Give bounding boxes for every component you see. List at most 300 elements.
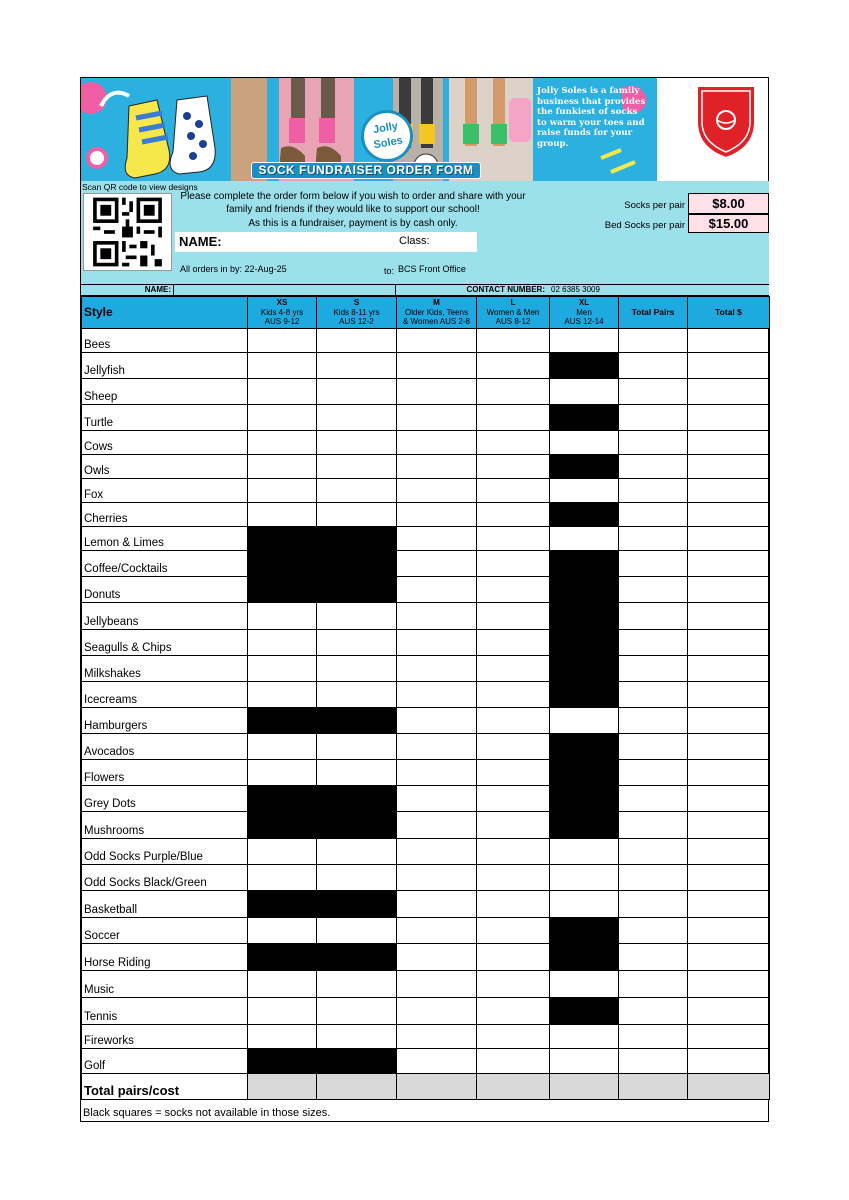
qty-cell-s[interactable] xyxy=(317,405,397,431)
qty-cell-xs[interactable] xyxy=(248,682,317,708)
table-row xyxy=(82,455,770,479)
qty-cell-l[interactable] xyxy=(477,760,550,786)
qty-cell-m[interactable] xyxy=(397,786,477,812)
table-row xyxy=(82,839,770,865)
qty-cell-m[interactable] xyxy=(397,865,477,891)
style-name: Hamburgers xyxy=(82,708,248,734)
qty-cell-l[interactable] xyxy=(477,603,550,630)
table-row xyxy=(82,603,770,630)
qty-cell-s[interactable] xyxy=(317,479,397,503)
table-row xyxy=(82,379,770,405)
qty-cell-m[interactable] xyxy=(397,708,477,734)
total-pairs-cell[interactable] xyxy=(619,865,688,891)
footnote: Black squares = socks not available in those sizes. xyxy=(83,1107,331,1119)
qty-cell-l[interactable] xyxy=(477,656,550,682)
qty-cell-s[interactable] xyxy=(317,379,397,405)
size-code: XL xyxy=(578,298,590,308)
table-row xyxy=(82,577,770,603)
total-dollars-cell[interactable] xyxy=(688,656,770,682)
total-dollars-cell[interactable] xyxy=(688,682,770,708)
order-table-body xyxy=(82,329,770,1100)
qty-cell-xl[interactable] xyxy=(550,971,619,998)
qty-cell-m[interactable] xyxy=(397,839,477,865)
qty-cell-xs[interactable] xyxy=(248,839,317,865)
style-name: Coffee/Cocktails xyxy=(82,551,248,577)
size-header-xl xyxy=(550,297,619,329)
total-pairs-cell[interactable] xyxy=(619,1049,688,1074)
total-pairs-cell[interactable] xyxy=(619,431,688,455)
total-pairs-cell[interactable] xyxy=(619,682,688,708)
unavailable-cell-s xyxy=(317,527,397,551)
total-dollars-cell[interactable] xyxy=(688,603,770,630)
qty-cell-xl[interactable] xyxy=(550,865,619,891)
unavailable-cell-xs xyxy=(248,708,317,734)
qty-cell-l[interactable] xyxy=(477,379,550,405)
qty-cell-xl[interactable] xyxy=(550,1049,619,1074)
qty-cell-m[interactable] xyxy=(397,998,477,1025)
qty-cell-m[interactable] xyxy=(397,944,477,971)
style-name: Basketball xyxy=(82,891,248,918)
qty-cell-m[interactable] xyxy=(397,431,477,455)
size-line2: AUS 12-14 xyxy=(564,317,604,327)
qty-cell-m[interactable] xyxy=(397,1049,477,1074)
style-name: Golf xyxy=(82,1049,248,1074)
qty-cell-s[interactable] xyxy=(317,353,397,379)
banner-blurb: Jolly Soles is a family business that provides the funkiest of socks to warm your toes and raise funds for your group. xyxy=(537,86,646,149)
unavailable-cell-xs xyxy=(248,577,317,603)
table-row xyxy=(82,527,770,551)
total-dollars-cell[interactable] xyxy=(688,839,770,865)
qty-cell-xs[interactable] xyxy=(248,405,317,431)
size-code: XS xyxy=(276,298,288,308)
style-name: Odd Socks Black/Green xyxy=(82,865,248,891)
style-name: Owls xyxy=(82,455,248,479)
qty-cell-m[interactable] xyxy=(397,891,477,918)
total-pairs-cell[interactable] xyxy=(619,656,688,682)
payment-note: As this is a fundraiser, payment is by cash only. xyxy=(248,218,458,229)
unavailable-cell-xs xyxy=(248,1049,317,1074)
due-value: 22-Aug-25 xyxy=(244,264,287,274)
qty-cell-xs[interactable] xyxy=(248,918,317,944)
unavailable-cell-xl xyxy=(550,577,619,603)
table-row xyxy=(82,944,770,971)
qty-cell-xs[interactable] xyxy=(248,329,317,353)
qty-cell-xl[interactable] xyxy=(550,431,619,455)
total-pairs-cell[interactable] xyxy=(619,503,688,527)
total-dollars-cell[interactable] xyxy=(688,734,770,760)
total-pairs-cell[interactable] xyxy=(619,918,688,944)
qty-cell-xl[interactable] xyxy=(550,891,619,918)
qty-cell-xl[interactable] xyxy=(550,329,619,353)
total-pairs-cell[interactable] xyxy=(619,329,688,353)
form-title: SOCK FUNDRAISER ORDER FORM xyxy=(251,162,481,179)
qty-cell-s[interactable] xyxy=(317,630,397,656)
total-dollars-cell[interactable] xyxy=(688,379,770,405)
unavailable-cell-xl xyxy=(550,682,619,708)
qty-cell-s[interactable] xyxy=(317,603,397,630)
qty-cell-m[interactable] xyxy=(397,379,477,405)
qty-cell-s[interactable] xyxy=(317,329,397,353)
unavailable-cell-xl xyxy=(550,551,619,577)
unavailable-cell-xl xyxy=(550,918,619,944)
qty-cell-s[interactable] xyxy=(317,865,397,891)
qty-cell-xs[interactable] xyxy=(248,1025,317,1049)
qty-cell-l[interactable] xyxy=(477,353,550,379)
total-pairs-cell[interactable] xyxy=(619,971,688,998)
table-row xyxy=(82,630,770,656)
qty-cell-m[interactable] xyxy=(397,656,477,682)
qty-cell-m[interactable] xyxy=(397,405,477,431)
total-dollars-cell[interactable] xyxy=(688,812,770,839)
qty-cell-xs[interactable] xyxy=(248,734,317,760)
qty-cell-l[interactable] xyxy=(477,551,550,577)
qty-cell-l[interactable] xyxy=(477,786,550,812)
qty-cell-xl[interactable] xyxy=(550,479,619,503)
school-crest-icon xyxy=(693,82,759,160)
total-dollars-cell[interactable] xyxy=(688,971,770,998)
style-name: Horse Riding xyxy=(82,944,248,971)
table-header-row xyxy=(82,297,770,329)
to-label: to: xyxy=(384,266,395,276)
qty-cell-xs[interactable] xyxy=(248,998,317,1025)
total-dollars-cell[interactable] xyxy=(688,944,770,971)
total-dollars-cell[interactable] xyxy=(688,577,770,603)
total-cell[interactable] xyxy=(477,1074,550,1100)
qty-cell-l[interactable] xyxy=(477,971,550,998)
qty-cell-l[interactable] xyxy=(477,405,550,431)
qty-cell-s[interactable] xyxy=(317,431,397,455)
style-name: Odd Socks Purple/Blue xyxy=(82,839,248,865)
table-row xyxy=(82,891,770,918)
qty-cell-l[interactable] xyxy=(477,839,550,865)
total-pairs-cell[interactable] xyxy=(619,1025,688,1049)
banner-image xyxy=(81,78,657,181)
style-name: Mushrooms xyxy=(82,812,248,839)
table-row xyxy=(82,1025,770,1049)
style-name: Jellybeans xyxy=(82,603,248,630)
qty-cell-xs[interactable] xyxy=(248,630,317,656)
style-name: Turtle xyxy=(82,405,248,431)
unavailable-cell-xl xyxy=(550,786,619,812)
qty-cell-xs[interactable] xyxy=(248,379,317,405)
name-label: NAME: xyxy=(179,234,222,249)
style-name: Tennis xyxy=(82,998,248,1025)
order-info-panel xyxy=(81,181,769,284)
total-pairs-cell[interactable] xyxy=(619,786,688,812)
qty-cell-l[interactable] xyxy=(477,1049,550,1074)
unavailable-cell-xl xyxy=(550,734,619,760)
qty-cell-m[interactable] xyxy=(397,603,477,630)
table-row xyxy=(82,405,770,431)
qty-cell-s[interactable] xyxy=(317,503,397,527)
size-code: M xyxy=(433,298,440,308)
total-dollars-cell[interactable] xyxy=(688,1025,770,1049)
table-row xyxy=(82,971,770,998)
unavailable-cell-xl xyxy=(550,944,619,971)
qty-cell-l[interactable] xyxy=(477,865,550,891)
qty-cell-l[interactable] xyxy=(477,944,550,971)
qty-cell-m[interactable] xyxy=(397,682,477,708)
qty-cell-l[interactable] xyxy=(477,431,550,455)
size-code: L xyxy=(510,298,516,308)
table-row xyxy=(82,656,770,682)
table-row xyxy=(82,918,770,944)
total-cell[interactable] xyxy=(688,1074,770,1100)
unavailable-cell-s xyxy=(317,1049,397,1074)
size-line2: AUS 9-12 xyxy=(264,317,300,327)
unavailable-cell-xl xyxy=(550,998,619,1025)
total-cell[interactable] xyxy=(619,1074,688,1100)
strip-name-label: NAME: xyxy=(81,285,174,295)
qty-cell-xl[interactable] xyxy=(550,379,619,405)
total-pairs-cell[interactable] xyxy=(619,734,688,760)
style-name: Fireworks xyxy=(82,1025,248,1049)
total-dollars-cell[interactable] xyxy=(688,891,770,918)
total-cell[interactable] xyxy=(248,1074,317,1100)
total-dollars-cell[interactable] xyxy=(688,479,770,503)
style-name: Jellyfish xyxy=(82,353,248,379)
qty-cell-l[interactable] xyxy=(477,503,550,527)
qty-cell-l[interactable] xyxy=(477,577,550,603)
qty-cell-l[interactable] xyxy=(477,479,550,503)
total-dollars-cell[interactable] xyxy=(688,405,770,431)
size-line1: Older Kids, Teens xyxy=(405,307,468,317)
table-row xyxy=(82,329,770,353)
total-dollars-cell[interactable] xyxy=(688,1049,770,1074)
qty-cell-m[interactable] xyxy=(397,455,477,479)
qty-cell-xs[interactable] xyxy=(248,479,317,503)
table-row xyxy=(82,682,770,708)
total-pairs-cell[interactable] xyxy=(619,603,688,630)
unavailable-cell-s xyxy=(317,577,397,603)
qty-cell-m[interactable] xyxy=(397,1025,477,1049)
total-cell[interactable] xyxy=(317,1074,397,1100)
unavailable-cell-s xyxy=(317,708,397,734)
total-pairs-cell[interactable] xyxy=(619,839,688,865)
total-pairs-cell[interactable] xyxy=(619,708,688,734)
size-header-l xyxy=(477,297,550,329)
due-date xyxy=(180,264,287,274)
qty-cell-l[interactable] xyxy=(477,527,550,551)
due-label: All orders in by: xyxy=(180,264,243,274)
intro-text: Please complete the order form below if you wish to order and share with your family and friends if they would like to support our school! xyxy=(180,191,526,215)
qty-cell-s[interactable] xyxy=(317,656,397,682)
contact-label: CONTACT NUMBER: xyxy=(466,285,545,294)
total-dollars-cell[interactable] xyxy=(688,353,770,379)
unavailable-cell-s xyxy=(317,812,397,839)
qty-cell-s[interactable] xyxy=(317,839,397,865)
style-name: Fox xyxy=(82,479,248,503)
total-row xyxy=(82,1074,770,1100)
size-line1: Kids 8-11 yrs xyxy=(333,307,380,317)
contact-number: 02 6385 3009 xyxy=(551,285,600,294)
total-pairs-cell[interactable] xyxy=(619,998,688,1025)
qty-cell-xl[interactable] xyxy=(550,527,619,551)
qty-cell-xl[interactable] xyxy=(550,839,619,865)
unavailable-cell-xs xyxy=(248,551,317,577)
total-pairs-cell[interactable] xyxy=(619,760,688,786)
total-pairs-cell[interactable] xyxy=(619,379,688,405)
qty-cell-s[interactable] xyxy=(317,1025,397,1049)
total-cell[interactable] xyxy=(397,1074,477,1100)
qty-cell-l[interactable] xyxy=(477,455,550,479)
size-line1: Men xyxy=(576,307,592,317)
table-row xyxy=(82,1049,770,1074)
qty-cell-xs[interactable] xyxy=(248,503,317,527)
qty-cell-l[interactable] xyxy=(477,812,550,839)
strip-divider xyxy=(395,285,396,295)
qty-cell-xs[interactable] xyxy=(248,865,317,891)
qty-cell-m[interactable] xyxy=(397,734,477,760)
total-dollars-cell[interactable] xyxy=(688,786,770,812)
style-name: Flowers xyxy=(82,760,248,786)
qty-cell-l[interactable] xyxy=(477,708,550,734)
total-pairs-cell[interactable] xyxy=(619,479,688,503)
qty-cell-m[interactable] xyxy=(397,527,477,551)
qty-cell-m[interactable] xyxy=(397,918,477,944)
total-dollars-cell[interactable] xyxy=(688,760,770,786)
qty-cell-xs[interactable] xyxy=(248,760,317,786)
total-cell[interactable] xyxy=(550,1074,619,1100)
qty-cell-l[interactable] xyxy=(477,682,550,708)
unavailable-cell-s xyxy=(317,944,397,971)
qty-cell-xs[interactable] xyxy=(248,455,317,479)
unavailable-cell-s xyxy=(317,551,397,577)
total-dollars-cell[interactable] xyxy=(688,431,770,455)
qty-cell-m[interactable] xyxy=(397,812,477,839)
total-dollars-cell[interactable] xyxy=(688,918,770,944)
qty-cell-xs[interactable] xyxy=(248,656,317,682)
total-dollars-cell[interactable] xyxy=(688,998,770,1025)
total-dollars-cell[interactable] xyxy=(688,551,770,577)
total-dollars-cell[interactable] xyxy=(688,503,770,527)
total-dollars-cell[interactable] xyxy=(688,865,770,891)
contact-strip xyxy=(81,284,769,296)
total-dollars-cell[interactable] xyxy=(688,329,770,353)
qty-cell-m[interactable] xyxy=(397,479,477,503)
qty-cell-m[interactable] xyxy=(397,971,477,998)
order-table xyxy=(81,296,770,1100)
size-line1: Women & Men xyxy=(486,307,540,317)
total-dollars-header: Total $ xyxy=(688,297,770,329)
table-row xyxy=(82,479,770,503)
unavailable-cell-xs xyxy=(248,944,317,971)
order-form xyxy=(80,77,769,1122)
total-dollars-cell[interactable] xyxy=(688,708,770,734)
qty-cell-l[interactable] xyxy=(477,630,550,656)
jolly-soles-logo: Jolly Soles xyxy=(357,106,417,166)
style-column-header: Style xyxy=(82,297,248,329)
qty-cell-m[interactable] xyxy=(397,353,477,379)
size-line2: & Women AUS 2-8 xyxy=(403,317,470,327)
unavailable-cell-xl xyxy=(550,455,619,479)
style-name: Bees xyxy=(82,329,248,353)
socks-price-label: Socks per pair xyxy=(624,200,685,211)
unavailable-cell-xl xyxy=(550,630,619,656)
size-header-m xyxy=(397,297,477,329)
total-pairs-cell[interactable] xyxy=(619,527,688,551)
style-name: Sheep xyxy=(82,379,248,405)
style-name: Donuts xyxy=(82,577,248,603)
qty-cell-s[interactable] xyxy=(317,918,397,944)
qty-cell-s[interactable] xyxy=(317,455,397,479)
style-name: Grey Dots xyxy=(82,786,248,812)
total-dollars-cell[interactable] xyxy=(688,455,770,479)
unavailable-cell-xl xyxy=(550,405,619,431)
qty-cell-s[interactable] xyxy=(317,682,397,708)
qty-cell-s[interactable] xyxy=(317,760,397,786)
table-row xyxy=(82,812,770,839)
qr-code-icon[interactable] xyxy=(83,193,172,271)
table-row xyxy=(82,786,770,812)
qty-cell-s[interactable] xyxy=(317,998,397,1025)
total-label: Total pairs/cost xyxy=(82,1074,248,1100)
total-pairs-cell[interactable] xyxy=(619,812,688,839)
socks-price-value: $8.00 xyxy=(688,193,769,214)
qty-cell-l[interactable] xyxy=(477,1025,550,1049)
qty-cell-l[interactable] xyxy=(477,734,550,760)
qty-cell-s[interactable] xyxy=(317,971,397,998)
total-pairs-cell[interactable] xyxy=(619,551,688,577)
qty-cell-l[interactable] xyxy=(477,891,550,918)
class-label: Class: xyxy=(399,235,430,247)
style-name: Cows xyxy=(82,431,248,455)
unavailable-cell-s xyxy=(317,786,397,812)
size-header-s xyxy=(317,297,397,329)
qty-cell-m[interactable] xyxy=(397,551,477,577)
unavailable-cell-xl xyxy=(550,353,619,379)
qty-cell-m[interactable] xyxy=(397,329,477,353)
style-name: Avocados xyxy=(82,734,248,760)
qty-cell-m[interactable] xyxy=(397,577,477,603)
unavailable-cell-xs xyxy=(248,812,317,839)
qty-cell-xl[interactable] xyxy=(550,1025,619,1049)
qty-cell-l[interactable] xyxy=(477,918,550,944)
total-pairs-cell[interactable] xyxy=(619,944,688,971)
qty-cell-xs[interactable] xyxy=(248,353,317,379)
qty-cell-xs[interactable] xyxy=(248,431,317,455)
unavailable-cell-xs xyxy=(248,786,317,812)
unavailable-cell-xl xyxy=(550,656,619,682)
qty-cell-m[interactable] xyxy=(397,760,477,786)
unavailable-cell-xl xyxy=(550,812,619,839)
size-header-xs xyxy=(248,297,317,329)
total-dollars-cell[interactable] xyxy=(688,630,770,656)
total-pairs-cell[interactable] xyxy=(619,577,688,603)
qty-cell-s[interactable] xyxy=(317,734,397,760)
qty-cell-xl[interactable] xyxy=(550,708,619,734)
qty-cell-l[interactable] xyxy=(477,998,550,1025)
size-line1: Kids 4-8 yrs xyxy=(260,307,304,317)
total-pairs-cell[interactable] xyxy=(619,455,688,479)
qty-cell-m[interactable] xyxy=(397,630,477,656)
style-name: Icecreams xyxy=(82,682,248,708)
total-pairs-cell[interactable] xyxy=(619,353,688,379)
qty-cell-xs[interactable] xyxy=(248,603,317,630)
total-dollars-cell[interactable] xyxy=(688,527,770,551)
qty-cell-l[interactable] xyxy=(477,329,550,353)
total-pairs-header: Total Pairs xyxy=(619,297,688,329)
qty-cell-m[interactable] xyxy=(397,503,477,527)
bed-socks-price-value: $15.00 xyxy=(688,214,769,233)
to-value: BCS Front Office xyxy=(398,264,466,274)
total-pairs-cell[interactable] xyxy=(619,405,688,431)
total-pairs-cell[interactable] xyxy=(619,630,688,656)
size-code: S xyxy=(353,298,360,308)
qty-cell-xs[interactable] xyxy=(248,971,317,998)
total-pairs-cell[interactable] xyxy=(619,891,688,918)
bed-socks-price-label: Bed Socks per pair xyxy=(604,220,685,231)
